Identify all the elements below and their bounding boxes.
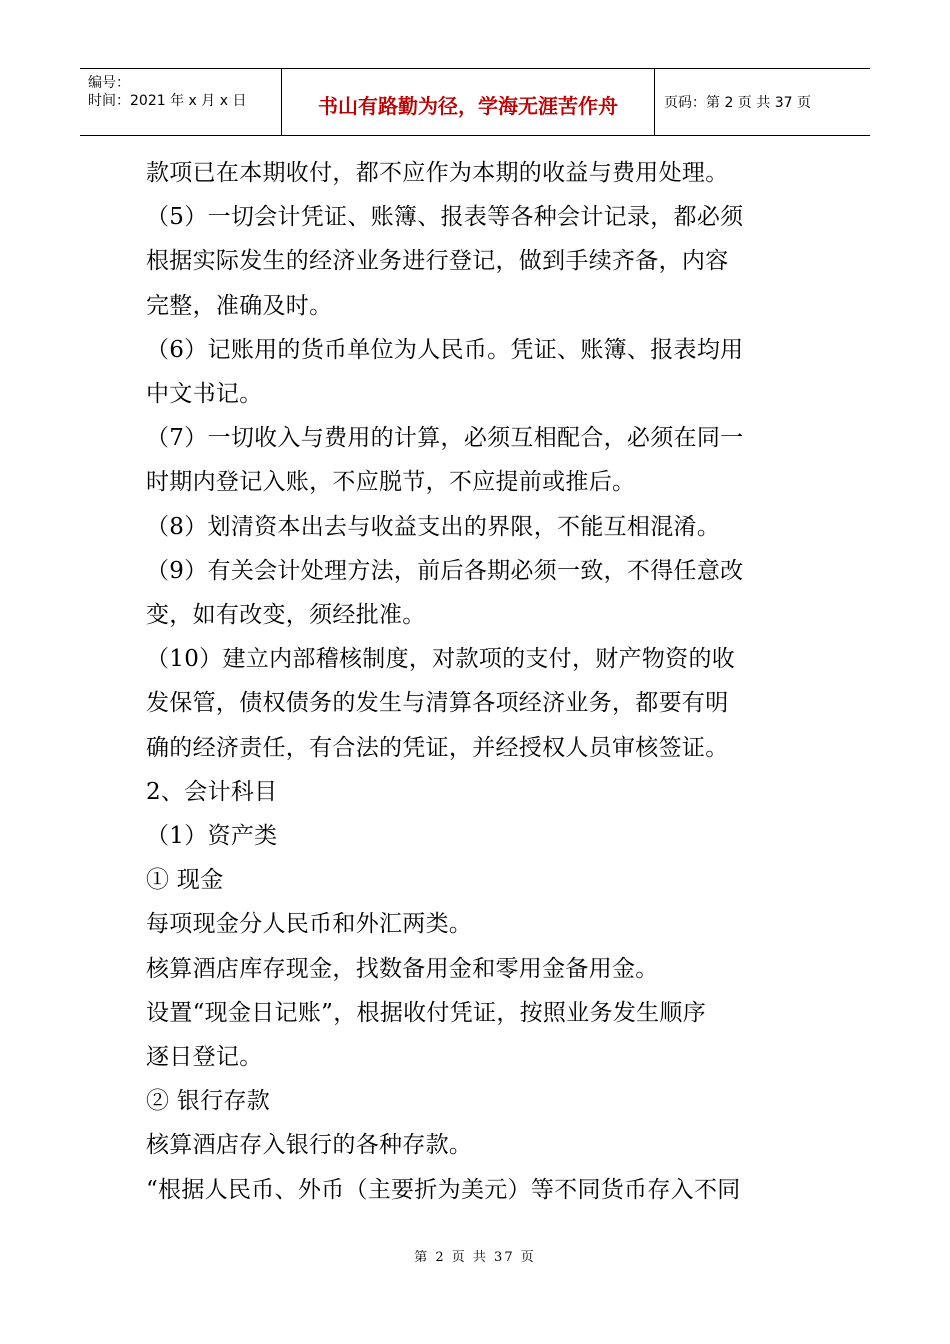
subsection-heading: （1）资产类 — [146, 823, 278, 850]
body-line: 变，如有改变，须经批准。 — [146, 602, 426, 629]
body-line: 逐日登记。 — [146, 1044, 263, 1071]
body-line: 中文书记。 — [146, 381, 263, 408]
body-line: 每项现金分人民币和外汇两类。 — [146, 911, 473, 938]
section-heading: 2、会计科目 — [146, 778, 278, 805]
body-line: （8）划清资本出去与收益支出的界限，不能互相混淆。 — [146, 513, 721, 540]
body-line: 完整，准确及时。 — [146, 292, 333, 319]
body-line: 确的经济责任，有合法的凭证，并经授权人员审核签证。 — [146, 734, 729, 761]
header-page-info: 页码：第 2 页 共 37 页 — [664, 95, 811, 111]
body-line: “根据人民币、外币（主要折为美元）等不同货币存入不同 — [146, 1176, 741, 1203]
body-line: （9）有关会计处理方法，前后各期必须一致，不得任意改 — [146, 557, 744, 584]
body-line: 发保管，债权债务的发生与清算各项经济业务，都要有明 — [146, 690, 729, 717]
document-date-label: 时间：2021 年 x 月 x 日 — [88, 93, 247, 109]
body-line: （7）一切收入与费用的计算，必须互相配合，必须在同一 — [146, 425, 744, 452]
body-line: 款项已在本期收付，都不应作为本期的收益与费用处理。 — [146, 160, 729, 186]
item-heading: ② 银行存款 — [146, 1088, 271, 1115]
body-line: （10）建立内部稽核制度，对款项的支付，财产物资的收 — [146, 646, 736, 673]
document-body — [146, 151, 818, 1212]
document-header — [80, 68, 870, 136]
header-meta-cell — [80, 69, 282, 135]
body-line: 核算酒店存入银行的各种存款。 — [146, 1132, 473, 1159]
item-heading: ① 现金 — [146, 867, 224, 894]
header-motto: 书山有路勤为径，学海无涯苦作舟 — [282, 69, 655, 135]
body-line: （6）记账用的货币单位为人民币。凭证、账簿、报表均用 — [146, 336, 744, 363]
document-number-label: 编号： — [88, 75, 130, 91]
body-line: 核算酒店库存现金，找数备用金和零用金备用金。 — [146, 955, 659, 982]
body-line: 设置“现金日记账”，根据收付凭证，按照业务发生顺序 — [146, 999, 707, 1026]
page-footer: 第 2 页 共 37 页 — [414, 1250, 536, 1265]
body-line: 时期内登记入账，不应脱节，不应提前或推后。 — [146, 469, 636, 496]
body-line: 根据实际发生的经济业务进行登记，做到手续齐备，内容 — [146, 248, 729, 275]
body-line: （5）一切会计凭证、账簿、报表等各种会计记录，都必须 — [146, 204, 744, 231]
